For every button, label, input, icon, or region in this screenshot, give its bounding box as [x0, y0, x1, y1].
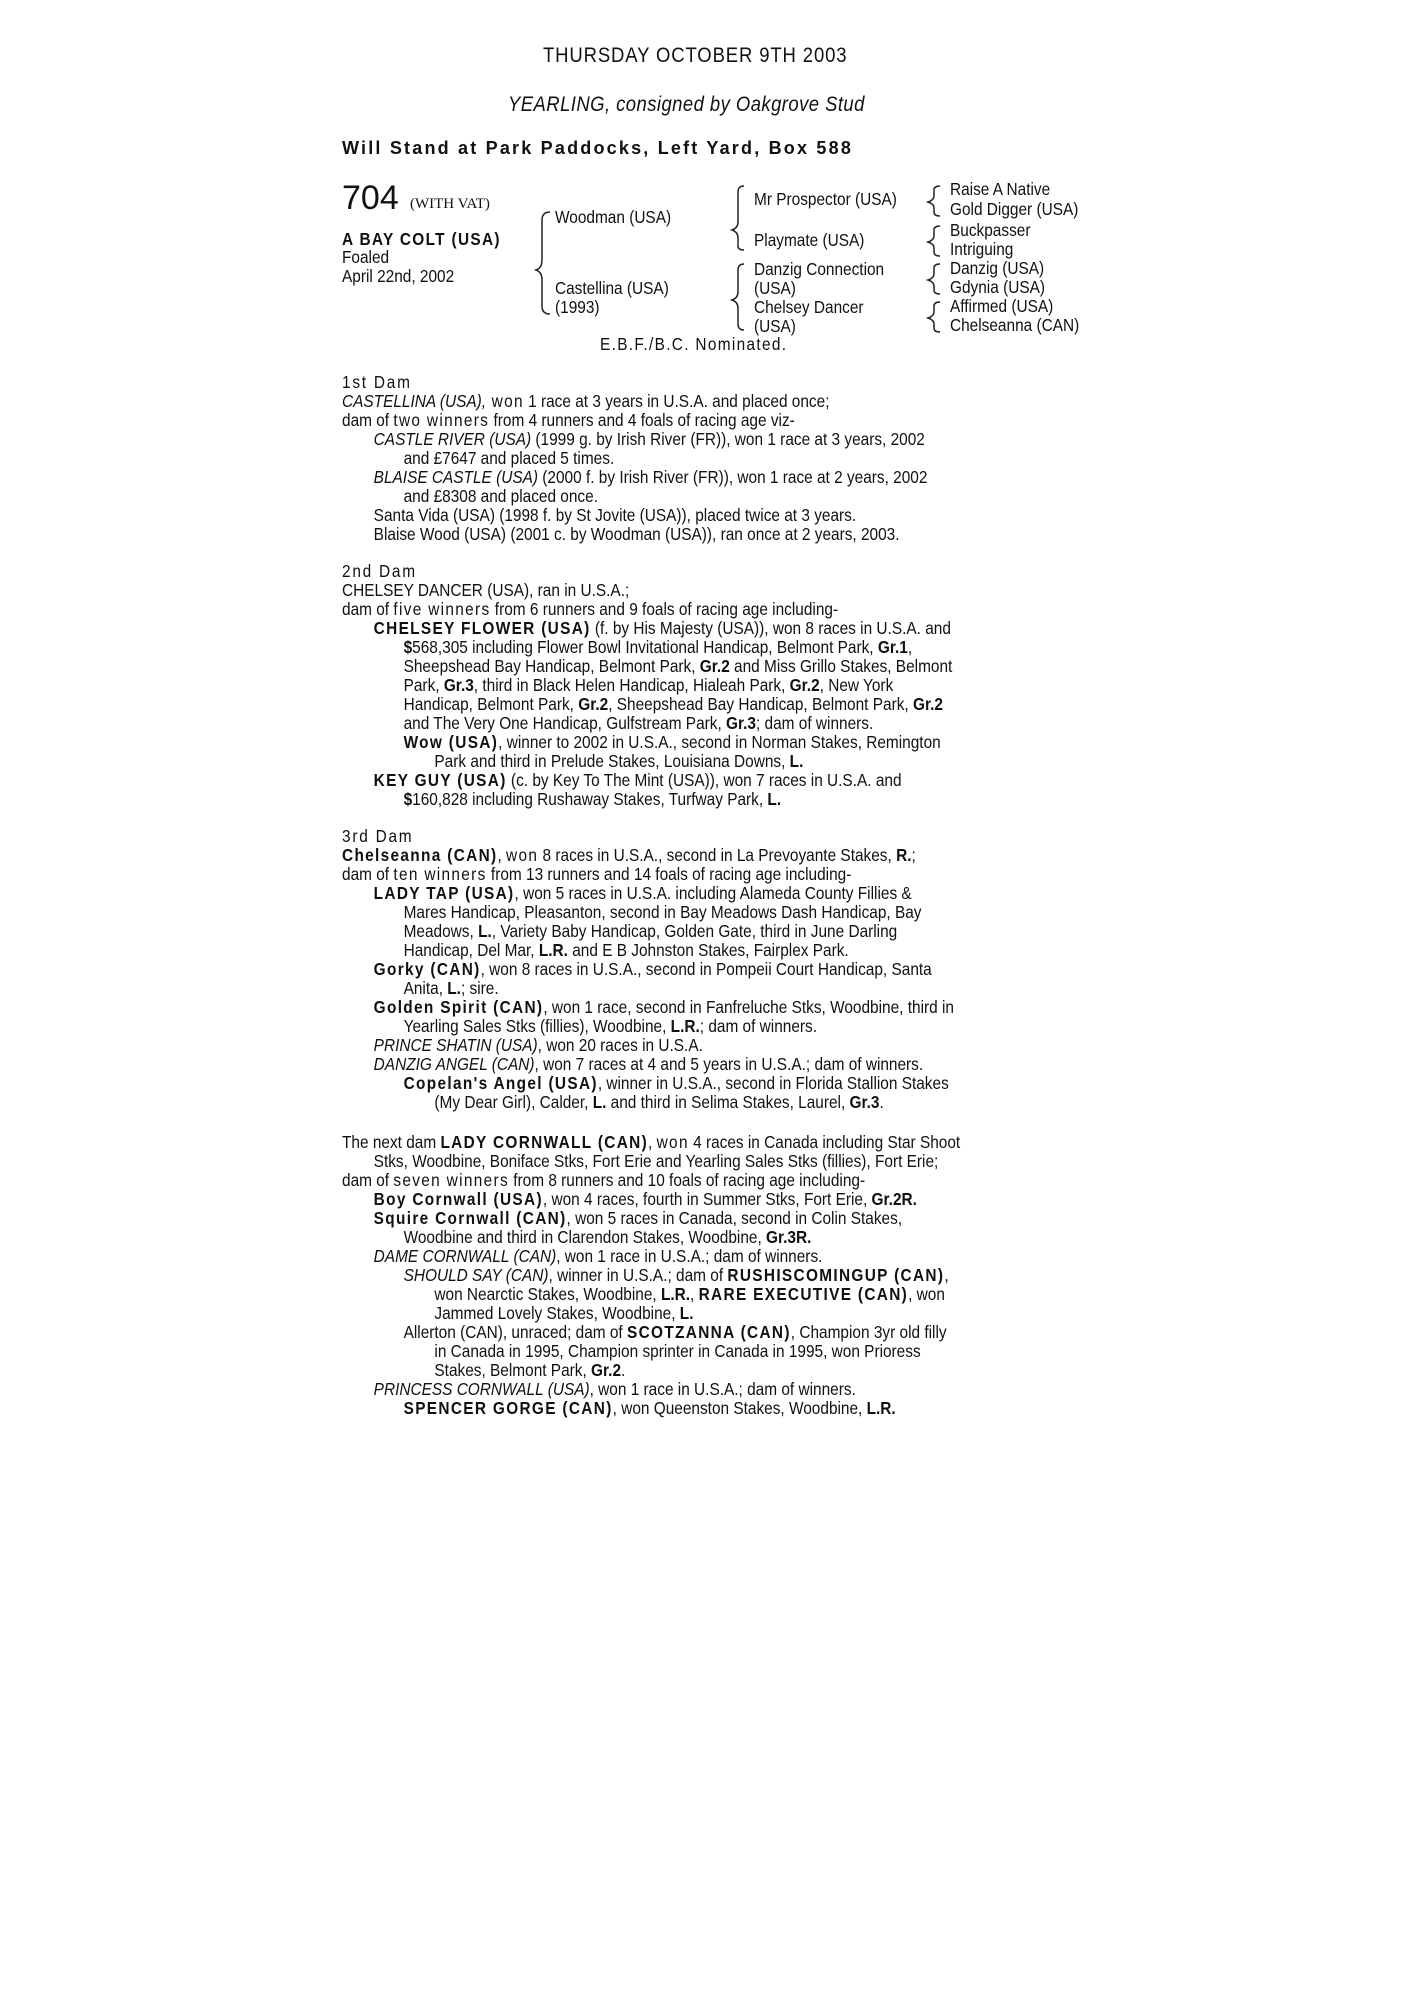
progeny-line: Woodbine and third in Clarendon Stakes, Woodbine, Gr.3R.	[403, 1227, 812, 1247]
progeny-line: Sheepshead Bay Handicap, Belmont Park, Gr.2 and Miss Grillo Stakes, Belmont	[403, 656, 953, 676]
dam: Castellina (USA)	[555, 278, 669, 298]
dam-line: dam of seven winners from 8 runners and 10 foals of racing age including-	[342, 1170, 866, 1190]
sire: Woodman (USA)	[555, 207, 672, 227]
sd-dam: Intriguing	[950, 239, 1014, 259]
progeny-line: Squire Cornwall (CAN), won 5 races in Canada, second in Colin Stakes,	[373, 1208, 903, 1228]
progeny-line: Stakes, Belmont Park, Gr.2.	[434, 1360, 626, 1380]
progeny-line: DANZIG ANGEL (CAN), won 7 races at 4 and 5 years in U.S.A.; dam of winners.	[373, 1054, 924, 1074]
progeny-line: DAME CORNWALL (CAN), won 1 race in U.S.A.; dam of winners.	[373, 1246, 823, 1266]
nomination-note: E.B.F./B.C. Nominated.	[600, 334, 788, 354]
progeny-line: LADY TAP (USA), won 5 races in U.S.A. including Alameda County Fillies &	[373, 883, 912, 903]
progeny-line: Anita, L.; sire.	[403, 978, 499, 998]
sd-sire: Buckpasser	[950, 220, 1031, 240]
third-dam-section	[342, 827, 1082, 1112]
dam-sire: Danzig Connection	[754, 259, 885, 279]
progeny-line: Santa Vida (USA) (1998 f. by St Jovite (USA)), placed twice at 3 years.	[373, 505, 857, 525]
progeny-line: $568,305 including Flower Bowl Invitational Handicap, Belmont Park, Gr.1,	[403, 637, 913, 657]
dam-line: CASTELLINA (USA), won 1 race at 3 years in U.S.A. and placed once;	[342, 391, 830, 411]
progeny-line: and £8308 and placed once.	[403, 486, 598, 506]
progeny-line: Park, Gr.3, third in Black Helen Handicap, Hialeah Park, Gr.2, New York	[403, 675, 894, 695]
foaled-date: April 22nd, 2002	[342, 266, 455, 286]
dam-line: Chelseanna (CAN), won 8 races in U.S.A., second in La Prevoyante Stakes, R.;	[342, 845, 916, 865]
progeny-line: Allerton (CAN), unraced; dam of SCOTZANNA (CAN), Champion 3yr old filly	[403, 1322, 947, 1342]
progeny-line: Golden Spirit (CAN), won 1 race, second in Fanfreluche Stks, Woodbine, third in	[373, 997, 954, 1017]
sire-dam: Playmate (USA)	[754, 230, 865, 250]
dam-dam-country: (USA)	[754, 316, 796, 336]
stand-location: Will Stand at Park Paddocks, Left Yard, Box 588	[342, 138, 854, 158]
progeny-line: Wow (USA), winner to 2002 in U.S.A., second in Norman Stakes, Remington	[403, 732, 941, 752]
progeny-line: Copelan's Angel (USA), winner in U.S.A., second in Florida Stallion Stakes	[403, 1073, 949, 1093]
dam-line: dam of ten winners from 13 runners and 14 foals of racing age including-	[342, 864, 852, 884]
progeny-line: (My Dear Girl), Calder, L. and third in Selima Stakes, Laurel, Gr.3.	[434, 1092, 884, 1112]
first-dam-section	[342, 373, 1082, 544]
progeny-line: Mares Handicap, Pleasanton, second in Bay Meadows Dash Handicap, Bay	[403, 902, 922, 922]
progeny-line: and £7647 and placed 5 times.	[403, 448, 615, 468]
dd-dam: Chelseanna (CAN)	[950, 315, 1080, 335]
dam-sire-country: (USA)	[754, 278, 796, 298]
progeny-line: Blaise Wood (USA) (2001 c. by Woodman (USA)), ran once at 2 years, 2003.	[373, 524, 900, 544]
progeny-line: CHELSEY FLOWER (USA) (f. by His Majesty (USA)), won 8 races in U.S.A. and	[373, 618, 951, 638]
progeny-line: PRINCE SHATIN (USA), won 20 races in U.S.A.	[373, 1035, 703, 1055]
section-heading: 3rd Dam	[342, 826, 414, 846]
progeny-line: Handicap, Belmont Park, Gr.2, Sheepshead Bay Handicap, Belmont Park, Gr.2	[403, 694, 943, 714]
lot-description: A BAY COLT (USA)	[342, 229, 501, 249]
progeny-line: and The Very One Handicap, Gulfstream Park, Gr.3; dam of winners.	[403, 713, 874, 733]
progeny-line: Park and third in Prelude Stakes, Louisiana Downs, L.	[434, 751, 804, 771]
lot-number: 704	[342, 179, 399, 217]
progeny-line: PRINCESS CORNWALL (USA), won 1 race in U.S.A.; dam of winners.	[373, 1379, 856, 1399]
progeny-line: Yearling Sales Stks (fillies), Woodbine, L.R.; dam of winners.	[403, 1016, 818, 1036]
dam-line: The next dam LADY CORNWALL (CAN), won 4 races in Canada including Star Shoot	[342, 1132, 961, 1152]
progeny-line: won Nearctic Stakes, Woodbine, L.R., RARE EXECUTIVE (CAN), won	[434, 1284, 945, 1304]
ss-dam: Gold Digger (USA)	[950, 199, 1079, 219]
section-heading: 2nd Dam	[342, 561, 417, 581]
dam-line: dam of two winners from 4 runners and 4 foals of racing age viz-	[342, 410, 795, 430]
ds-dam: Gdynia (USA)	[950, 277, 1045, 297]
second-dam-section	[342, 562, 1082, 809]
progeny-line: Boy Cornwall (USA), won 4 races, fourth in Summer Stks, Fort Erie, Gr.2R.	[373, 1189, 917, 1209]
progeny-line: $160,828 including Rushaway Stakes, Turfway Park, L.	[403, 789, 782, 809]
progeny-line: Jammed Lovely Stakes, Woodbine, L.	[434, 1303, 694, 1323]
dam-year: (1993)	[555, 297, 600, 317]
dam-line: dam of five winners from 6 runners and 9 foals of racing age including-	[342, 599, 839, 619]
ss-sire: Raise A Native	[950, 179, 1051, 199]
dam-dam: Chelsey Dancer	[754, 297, 864, 317]
progeny-line: BLAISE CASTLE (USA) (2000 f. by Irish River (FR)), won 1 race at 2 years, 2002	[373, 467, 928, 487]
foaled-label: Foaled	[342, 247, 390, 267]
progeny-line: Gorky (CAN), won 8 races in U.S.A., second in Pompeii Court Handicap, Santa	[373, 959, 932, 979]
progeny-line: KEY GUY (USA) (c. by Key To The Mint (USA)), won 7 races in U.S.A. and	[373, 770, 902, 790]
consignment-subtitle: YEARLING, consigned by Oakgrove Stud	[508, 93, 865, 116]
progeny-line: in Canada in 1995, Champion sprinter in Canada in 1995, won Prioress	[434, 1341, 921, 1361]
sale-date: THURSDAY OCTOBER 9TH 2003	[543, 44, 848, 67]
dam-line: Stks, Woodbine, Boniface Stks, Fort Erie and Yearling Sales Stks (fillies), Fort Erie;	[373, 1151, 939, 1171]
ds-sire: Danzig (USA)	[950, 258, 1045, 278]
progeny-line: Meadows, L., Variety Baby Handicap, Golden Gate, third in June Darling	[403, 921, 898, 941]
sire-sire: Mr Prospector (USA)	[754, 189, 897, 209]
next-dam-section	[342, 1133, 1082, 1418]
vat-note: (WITH VAT)	[410, 196, 490, 212]
progeny-line: CASTLE RIVER (USA) (1999 g. by Irish River (FR)), won 1 race at 3 years, 2002	[373, 429, 925, 449]
progeny-line: SPENCER GORGE (CAN), won Queenston Stakes, Woodbine, L.R.	[403, 1398, 896, 1418]
dd-sire: Affirmed (USA)	[950, 296, 1054, 316]
progeny-line: Handicap, Del Mar, L.R. and E B Johnston Stakes, Fairplex Park.	[403, 940, 849, 960]
progeny-line: SHOULD SAY (CAN), winner in U.S.A.; dam of RUSHISCOMINGUP (CAN),	[403, 1265, 949, 1285]
dam-line: CHELSEY DANCER (USA), ran in U.S.A.;	[342, 580, 630, 600]
section-heading: 1st Dam	[342, 372, 412, 392]
pedigree-brackets	[0, 0, 1413, 340]
